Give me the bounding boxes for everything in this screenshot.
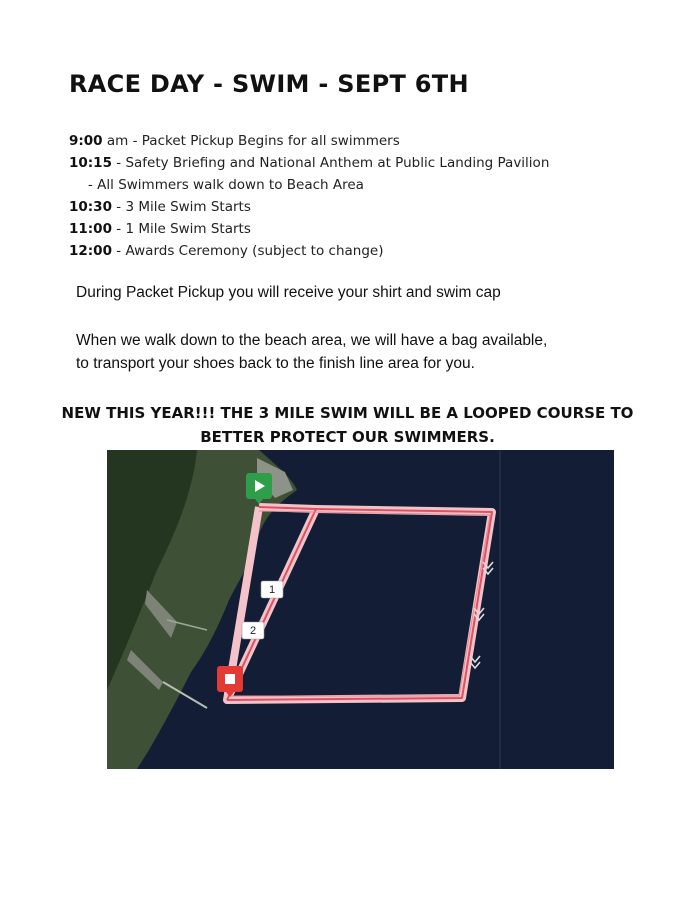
schedule-time: 10:30 <box>69 199 112 215</box>
lap-marker-label: 1 <box>268 584 276 596</box>
lap-marker-label: 2 <box>249 625 257 637</box>
beach-note-line: to transport your shoes back to the finish line area for you. <box>76 355 475 372</box>
schedule-text: am - Packet Pickup Begins for all swimmers <box>102 133 400 149</box>
schedule-subitem <box>69 174 549 196</box>
schedule-time: 9:00 <box>69 133 103 149</box>
schedule-time: 11:00 <box>69 221 112 237</box>
schedule-item <box>69 240 549 262</box>
schedule-item <box>69 130 549 152</box>
schedule-text: - 1 Mile Swim Starts <box>111 221 251 237</box>
schedule-text: - Awards Ceremony (subject to change) <box>111 243 384 259</box>
course-map-graphic <box>107 450 614 769</box>
schedule-text: - Safety Briefing and National Anthem at Public Landing Pavilion <box>111 155 550 171</box>
schedule-item <box>69 218 549 240</box>
schedule-time: 10:15 <box>69 155 112 171</box>
beach-note-line: When we walk down to the beach area, we will have a bag available, <box>76 332 548 349</box>
notice-line: NEW THIS YEAR!!! THE 3 MILE SWIM WILL BE A LOOPED COURSE TO <box>61 404 634 422</box>
notice-line: BETTER PROTECT OUR SWIMMERS. <box>200 428 495 446</box>
packet-pickup-note: During Packet Pickup you will receive your shirt and swim cap <box>76 284 501 301</box>
stop-icon <box>225 674 235 684</box>
lap-marker <box>242 622 264 639</box>
schedule-item <box>69 196 549 218</box>
lap-marker <box>261 581 283 598</box>
page-title: RACE DAY - SWIM - SEPT 6TH <box>69 70 469 98</box>
schedule-text: - 3 Mile Swim Starts <box>111 199 251 215</box>
schedule-text: - All Swimmers walk down to Beach Area <box>88 177 364 193</box>
beach-area-note <box>76 329 547 375</box>
swim-course-map <box>107 450 614 769</box>
schedule-item <box>69 152 549 174</box>
schedule-list <box>69 130 549 262</box>
looped-course-notice <box>40 401 655 449</box>
schedule-time: 12:00 <box>69 243 112 259</box>
